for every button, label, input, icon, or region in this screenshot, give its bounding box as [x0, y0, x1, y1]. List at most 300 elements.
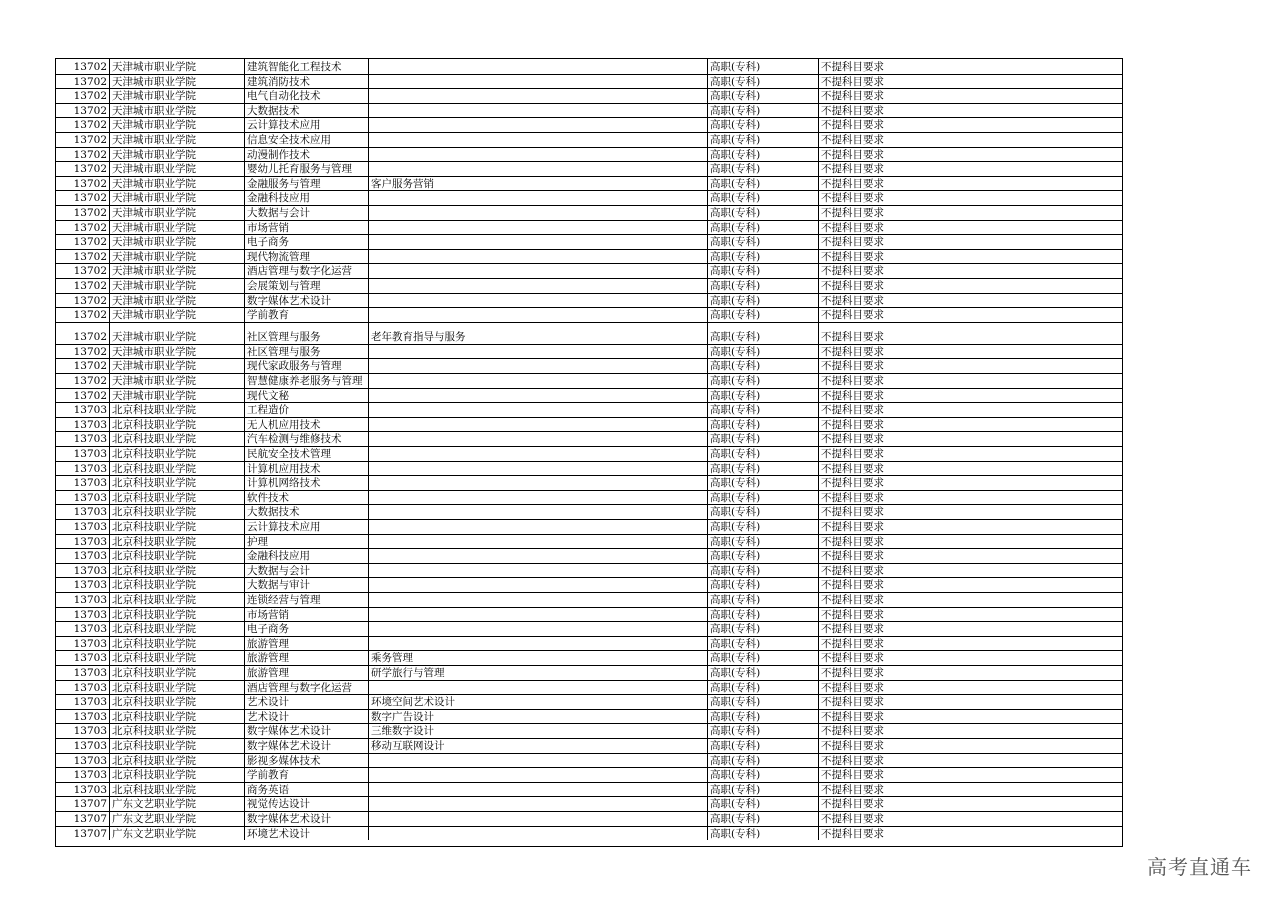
requirement-cell: 不提科目要求: [821, 119, 884, 132]
school-name-cell: 天津城市职业学院: [110, 147, 245, 162]
school-code-cell: 13703: [56, 534, 110, 549]
school-code-cell: 13703: [56, 723, 110, 738]
requirement-cell: 不提科目要求: [821, 608, 884, 621]
direction-cell: [369, 59, 708, 74]
school-code-cell: 13703: [56, 461, 110, 476]
school-name-cell: 天津城市职业学院: [110, 373, 245, 388]
requirement-cell: 不提科目要求: [821, 61, 884, 74]
requirement-cell: 不提科目要求: [821, 345, 884, 358]
school-code-cell: 13703: [56, 548, 110, 563]
school-code-cell: 13703: [56, 563, 110, 578]
requirement-cell: 不提科目要求: [821, 163, 884, 176]
school-code-cell: 13703: [56, 738, 110, 753]
level-cell: 高职(专科): [708, 249, 819, 264]
requirement-cell: 不提科目要求: [821, 375, 884, 388]
school-code-cell: 13702: [56, 388, 110, 403]
level-cell: 高职(专科): [708, 417, 819, 432]
level-cell: 高职(专科): [708, 504, 819, 519]
school-code-cell: 13702: [56, 344, 110, 359]
school-name-cell: 北京科技职业学院: [110, 490, 245, 505]
requirement-cell: 不提科目要求: [821, 769, 884, 782]
table-row: [56, 322, 1122, 345]
requirement-cell: 不提科目要求: [821, 462, 884, 475]
school-code-cell: 13702: [56, 176, 110, 191]
requirement-cell: 不提科目要求: [821, 725, 884, 738]
level-cell: 高职(专科): [708, 796, 819, 811]
direction-cell: [369, 753, 708, 768]
school-name-cell: 天津城市职业学院: [110, 278, 245, 293]
requirement-cell: 不提科目要求: [821, 448, 884, 461]
school-code-cell: 13702: [56, 249, 110, 264]
school-name-cell: 北京科技职业学院: [110, 621, 245, 636]
requirement-cell: 不提科目要求: [821, 404, 884, 417]
major-name-cell: 酒店管理与数字化运营: [245, 680, 369, 695]
table-row: [56, 220, 1122, 236]
level-cell: 高职(专科): [708, 548, 819, 563]
school-code-cell: 13703: [56, 417, 110, 432]
level-cell: 高职(专科): [708, 709, 819, 724]
major-name-cell: 软件技术: [245, 490, 369, 505]
school-name-cell: 天津城市职业学院: [110, 388, 245, 403]
table-row: [56, 548, 1122, 564]
direction-cell: [369, 504, 708, 519]
school-name-cell: 天津城市职业学院: [110, 190, 245, 205]
level-cell: 高职(专科): [708, 358, 819, 373]
table-row: [56, 680, 1122, 696]
school-name-cell: 北京科技职业学院: [110, 504, 245, 519]
school-name-cell: 广东文艺职业学院: [110, 811, 245, 826]
requirement-cell: 不提科目要求: [821, 177, 884, 190]
school-code-cell: 13703: [56, 446, 110, 461]
major-name-cell: 数字媒体艺术设计: [245, 723, 369, 738]
major-name-cell: 金融服务与管理: [245, 176, 369, 191]
major-name-cell: 民航安全技术管理: [245, 446, 369, 461]
major-name-cell: 艺术设计: [245, 694, 369, 709]
level-cell: 高职(专科): [708, 59, 819, 74]
direction-cell: [369, 220, 708, 235]
school-name-cell: 天津城市职业学院: [110, 293, 245, 308]
requirement-cell: 不提科目要求: [821, 75, 884, 88]
level-cell: 高职(专科): [708, 490, 819, 505]
requirement-cell: 不提科目要求: [821, 783, 884, 796]
school-name-cell: 天津城市职业学院: [110, 263, 245, 278]
table-row: [56, 344, 1122, 360]
major-name-cell: 大数据技术: [245, 103, 369, 118]
table-row: [56, 796, 1122, 812]
major-name-cell: 护理: [245, 534, 369, 549]
school-code-cell: 13702: [56, 103, 110, 118]
level-cell: 高职(专科): [708, 205, 819, 220]
major-name-cell: 建筑智能化工程技术: [245, 59, 369, 74]
direction-cell: [369, 680, 708, 695]
table-row: [56, 103, 1122, 119]
spreadsheet-table: [55, 58, 1123, 847]
direction-cell: [369, 358, 708, 373]
level-cell: 高职(专科): [708, 263, 819, 278]
table-row: [56, 709, 1122, 725]
school-name-cell: 北京科技职业学院: [110, 680, 245, 695]
level-cell: 高职(专科): [708, 592, 819, 607]
requirement-cell: 不提科目要求: [821, 710, 884, 723]
school-name-cell: 天津城市职业学院: [110, 307, 245, 322]
direction-cell: [369, 74, 708, 89]
requirement-cell: 不提科目要求: [821, 236, 884, 249]
table-row: [56, 592, 1122, 608]
school-name-cell: 天津城市职业学院: [110, 234, 245, 249]
direction-cell: [369, 205, 708, 220]
direction-cell: 乘务管理: [369, 650, 708, 665]
requirement-cell: 不提科目要求: [821, 389, 884, 402]
school-name-cell: 北京科技职业学院: [110, 402, 245, 417]
major-name-cell: 旅游管理: [245, 636, 369, 651]
direction-cell: [369, 344, 708, 359]
school-name-cell: 北京科技职业学院: [110, 709, 245, 724]
level-cell: 高职(专科): [708, 176, 819, 191]
major-name-cell: 工程造价: [245, 402, 369, 417]
school-name-cell: 天津城市职业学院: [110, 88, 245, 103]
level-cell: 高职(专科): [708, 117, 819, 132]
level-cell: 高职(专科): [708, 344, 819, 359]
table-row: [56, 621, 1122, 637]
direction-cell: 老年教育指导与服务: [369, 322, 708, 344]
direction-cell: 数字广告设计: [369, 709, 708, 724]
table-row: [56, 249, 1122, 265]
level-cell: 高职(专科): [708, 220, 819, 235]
major-name-cell: 云计算技术应用: [245, 519, 369, 534]
requirement-cell: 不提科目要求: [821, 579, 884, 592]
major-name-cell: 连锁经营与管理: [245, 592, 369, 607]
school-code-cell: 13707: [56, 796, 110, 811]
level-cell: 高职(专科): [708, 767, 819, 782]
direction-cell: [369, 563, 708, 578]
direction-cell: [369, 388, 708, 403]
school-name-cell: 北京科技职业学院: [110, 534, 245, 549]
direction-cell: [369, 446, 708, 461]
school-code-cell: 13702: [56, 263, 110, 278]
direction-cell: [369, 519, 708, 534]
school-name-cell: 天津城市职业学院: [110, 161, 245, 176]
school-code-cell: 13702: [56, 307, 110, 322]
school-code-cell: 13702: [56, 59, 110, 74]
major-name-cell: 大数据与会计: [245, 205, 369, 220]
table-row: [56, 307, 1122, 323]
school-code-cell: 13703: [56, 767, 110, 782]
major-name-cell: 视觉传达设计: [245, 796, 369, 811]
school-code-cell: 13702: [56, 322, 110, 344]
level-cell: 高职(专科): [708, 190, 819, 205]
major-name-cell: 现代文秘: [245, 388, 369, 403]
direction-cell: [369, 263, 708, 278]
requirement-cell: 不提科目要求: [821, 294, 884, 307]
direction-cell: [369, 826, 708, 841]
table-row: [56, 263, 1122, 279]
school-name-cell: 北京科技职业学院: [110, 461, 245, 476]
major-name-cell: 学前教育: [245, 767, 369, 782]
table-row: [56, 519, 1122, 535]
table-row: [56, 117, 1122, 133]
direction-cell: [369, 88, 708, 103]
table-row: [56, 563, 1122, 579]
direction-cell: [369, 249, 708, 264]
school-name-cell: 北京科技职业学院: [110, 753, 245, 768]
level-cell: 高职(专科): [708, 753, 819, 768]
level-cell: 高职(专科): [708, 519, 819, 534]
level-cell: 高职(专科): [708, 293, 819, 308]
requirement-cell: 不提科目要求: [821, 813, 884, 826]
level-cell: 高职(专科): [708, 446, 819, 461]
direction-cell: [369, 417, 708, 432]
school-code-cell: 13703: [56, 621, 110, 636]
school-code-cell: 13703: [56, 709, 110, 724]
direction-cell: [369, 117, 708, 132]
major-name-cell: 无人机应用技术: [245, 417, 369, 432]
school-name-cell: 天津城市职业学院: [110, 358, 245, 373]
table-row: [56, 694, 1122, 710]
requirement-cell: 不提科目要求: [821, 477, 884, 490]
school-name-cell: 北京科技职业学院: [110, 738, 245, 753]
level-cell: 高职(专科): [708, 161, 819, 176]
school-name-cell: 北京科技职业学院: [110, 607, 245, 622]
major-name-cell: 电子商务: [245, 621, 369, 636]
school-code-cell: 13702: [56, 190, 110, 205]
major-name-cell: 环境艺术设计: [245, 826, 369, 841]
school-name-cell: 天津城市职业学院: [110, 344, 245, 359]
table-row: [56, 417, 1122, 433]
major-name-cell: 旅游管理: [245, 665, 369, 680]
major-name-cell: 商务英语: [245, 782, 369, 797]
school-name-cell: 北京科技职业学院: [110, 694, 245, 709]
school-code-cell: 13707: [56, 811, 110, 826]
major-name-cell: 艺术设计: [245, 709, 369, 724]
table-row: [56, 504, 1122, 520]
school-code-cell: 13703: [56, 490, 110, 505]
major-name-cell: 数字媒体艺术设计: [245, 293, 369, 308]
school-name-cell: 北京科技职业学院: [110, 417, 245, 432]
requirement-cell: 不提科目要求: [821, 506, 884, 519]
direction-cell: [369, 548, 708, 563]
major-name-cell: 金融科技应用: [245, 548, 369, 563]
requirement-cell: 不提科目要求: [821, 696, 884, 709]
table-row: [56, 826, 1122, 841]
direction-cell: 研学旅行与管理: [369, 665, 708, 680]
school-name-cell: 北京科技职业学院: [110, 475, 245, 490]
requirement-cell: 不提科目要求: [821, 104, 884, 117]
school-code-cell: 13702: [56, 88, 110, 103]
requirement-cell: 不提科目要求: [821, 667, 884, 680]
requirement-cell: 不提科目要求: [821, 134, 884, 147]
table-row: [56, 132, 1122, 148]
table-row: [56, 190, 1122, 206]
major-name-cell: 会展策划与管理: [245, 278, 369, 293]
table-row: [56, 782, 1122, 798]
table-row: [56, 161, 1122, 177]
direction-cell: 环境空间艺术设计: [369, 694, 708, 709]
requirement-cell: 不提科目要求: [821, 280, 884, 293]
major-name-cell: 大数据技术: [245, 504, 369, 519]
level-cell: 高职(专科): [708, 322, 819, 344]
direction-cell: [369, 811, 708, 826]
level-cell: 高职(专科): [708, 103, 819, 118]
direction-cell: [369, 307, 708, 322]
level-cell: 高职(专科): [708, 738, 819, 753]
school-code-cell: 13702: [56, 220, 110, 235]
major-name-cell: 计算机应用技术: [245, 461, 369, 476]
direction-cell: [369, 234, 708, 249]
level-cell: 高职(专科): [708, 636, 819, 651]
direction-cell: [369, 636, 708, 651]
direction-cell: [369, 293, 708, 308]
direction-cell: [369, 161, 708, 176]
requirement-cell: 不提科目要求: [821, 564, 884, 577]
school-name-cell: 天津城市职业学院: [110, 132, 245, 147]
direction-cell: [369, 132, 708, 147]
level-cell: 高职(专科): [708, 88, 819, 103]
major-name-cell: 建筑消防技术: [245, 74, 369, 89]
school-name-cell: 天津城市职业学院: [110, 220, 245, 235]
major-name-cell: 数字媒体艺术设计: [245, 811, 369, 826]
table-row: [56, 147, 1122, 163]
major-name-cell: 电子商务: [245, 234, 369, 249]
major-name-cell: 计算机网络技术: [245, 475, 369, 490]
school-name-cell: 北京科技职业学院: [110, 577, 245, 592]
requirement-cell: 不提科目要求: [821, 521, 884, 534]
direction-cell: 移动互联网设计: [369, 738, 708, 753]
level-cell: 高职(专科): [708, 650, 819, 665]
direction-cell: [369, 103, 708, 118]
table-row: [56, 738, 1122, 754]
level-cell: 高职(专科): [708, 826, 819, 841]
table-row: [56, 607, 1122, 623]
level-cell: 高职(专科): [708, 475, 819, 490]
requirement-cell: 不提科目要求: [821, 535, 884, 548]
level-cell: 高职(专科): [708, 694, 819, 709]
major-name-cell: 汽车检测与维修技术: [245, 431, 369, 446]
requirement-cell: 不提科目要求: [821, 681, 884, 694]
school-code-cell: 13702: [56, 293, 110, 308]
direction-cell: [369, 475, 708, 490]
table-row: [56, 753, 1122, 769]
level-cell: 高职(专科): [708, 811, 819, 826]
table-row: [56, 74, 1122, 90]
level-cell: 高职(专科): [708, 234, 819, 249]
level-cell: 高职(专科): [708, 665, 819, 680]
level-cell: 高职(专科): [708, 461, 819, 476]
requirement-cell: 不提科目要求: [821, 207, 884, 220]
school-name-cell: 天津城市职业学院: [110, 176, 245, 191]
direction-cell: [369, 621, 708, 636]
table-row: [56, 278, 1122, 294]
school-code-cell: 13702: [56, 205, 110, 220]
table-row: [56, 234, 1122, 250]
school-code-cell: 13703: [56, 504, 110, 519]
major-name-cell: 婴幼儿托育服务与管理: [245, 161, 369, 176]
major-name-cell: 金融科技应用: [245, 190, 369, 205]
major-name-cell: 电气自动化技术: [245, 88, 369, 103]
requirement-cell: 不提科目要求: [821, 798, 884, 811]
requirement-cell: 不提科目要求: [821, 594, 884, 607]
requirement-cell: 不提科目要求: [821, 827, 884, 840]
school-code-cell: 13703: [56, 402, 110, 417]
direction-cell: [369, 782, 708, 797]
school-code-cell: 13703: [56, 694, 110, 709]
table-row: [56, 205, 1122, 221]
direction-cell: 客户服务营销: [369, 176, 708, 191]
table-row: [56, 723, 1122, 739]
major-name-cell: 酒店管理与数字化运营: [245, 263, 369, 278]
major-name-cell: 数字媒体艺术设计: [245, 738, 369, 753]
school-name-cell: 北京科技职业学院: [110, 767, 245, 782]
level-cell: 高职(专科): [708, 132, 819, 147]
table-row: [56, 767, 1122, 783]
major-name-cell: 旅游管理: [245, 650, 369, 665]
school-name-cell: 北京科技职业学院: [110, 665, 245, 680]
watermark-logo-text: 高考直通车: [1147, 855, 1252, 879]
direction-cell: [369, 402, 708, 417]
major-name-cell: 影视多媒体技术: [245, 753, 369, 768]
requirement-cell: 不提科目要求: [821, 491, 884, 504]
school-name-cell: 北京科技职业学院: [110, 723, 245, 738]
direction-cell: [369, 796, 708, 811]
major-name-cell: 信息安全技术应用: [245, 132, 369, 147]
level-cell: 高职(专科): [708, 278, 819, 293]
table-row: [56, 373, 1122, 389]
requirement-cell: 不提科目要求: [821, 754, 884, 767]
requirement-cell: 不提科目要求: [821, 148, 884, 161]
school-name-cell: 北京科技职业学院: [110, 650, 245, 665]
level-cell: 高职(专科): [708, 534, 819, 549]
level-cell: 高职(专科): [708, 782, 819, 797]
school-code-cell: 13702: [56, 358, 110, 373]
school-name-cell: 北京科技职业学院: [110, 446, 245, 461]
major-name-cell: 云计算技术应用: [245, 117, 369, 132]
school-name-cell: 北京科技职业学院: [110, 519, 245, 534]
school-name-cell: 天津城市职业学院: [110, 205, 245, 220]
table-row: [56, 431, 1122, 447]
table-row: [56, 577, 1122, 593]
requirement-cell: 不提科目要求: [821, 623, 884, 636]
major-name-cell: 动漫制作技术: [245, 147, 369, 162]
table-row: [56, 176, 1122, 192]
level-cell: 高职(专科): [708, 723, 819, 738]
school-name-cell: 北京科技职业学院: [110, 636, 245, 651]
requirement-cell: 不提科目要求: [821, 309, 884, 322]
requirement-cell: 不提科目要求: [821, 250, 884, 263]
school-name-cell: 天津城市职业学院: [110, 117, 245, 132]
school-name-cell: 天津城市职业学院: [110, 322, 245, 344]
level-cell: 高职(专科): [708, 388, 819, 403]
school-code-cell: 13703: [56, 577, 110, 592]
requirement-cell: 不提科目要求: [821, 360, 884, 373]
school-code-cell: 13703: [56, 753, 110, 768]
school-name-cell: 北京科技职业学院: [110, 592, 245, 607]
level-cell: 高职(专科): [708, 577, 819, 592]
table-row: [56, 358, 1122, 374]
school-code-cell: 13707: [56, 826, 110, 841]
school-code-cell: 13702: [56, 117, 110, 132]
requirement-cell: 不提科目要求: [821, 433, 884, 446]
direction-cell: [369, 147, 708, 162]
school-name-cell: 广东文艺职业学院: [110, 826, 245, 841]
school-code-cell: 13702: [56, 234, 110, 249]
school-code-cell: 13703: [56, 431, 110, 446]
major-name-cell: 社区管理与服务: [245, 322, 369, 344]
table-row: [56, 490, 1122, 506]
school-name-cell: 天津城市职业学院: [110, 249, 245, 264]
major-name-cell: 市场营销: [245, 607, 369, 622]
requirement-cell: 不提科目要求: [821, 637, 884, 650]
school-name-cell: 北京科技职业学院: [110, 563, 245, 578]
school-code-cell: 13703: [56, 607, 110, 622]
